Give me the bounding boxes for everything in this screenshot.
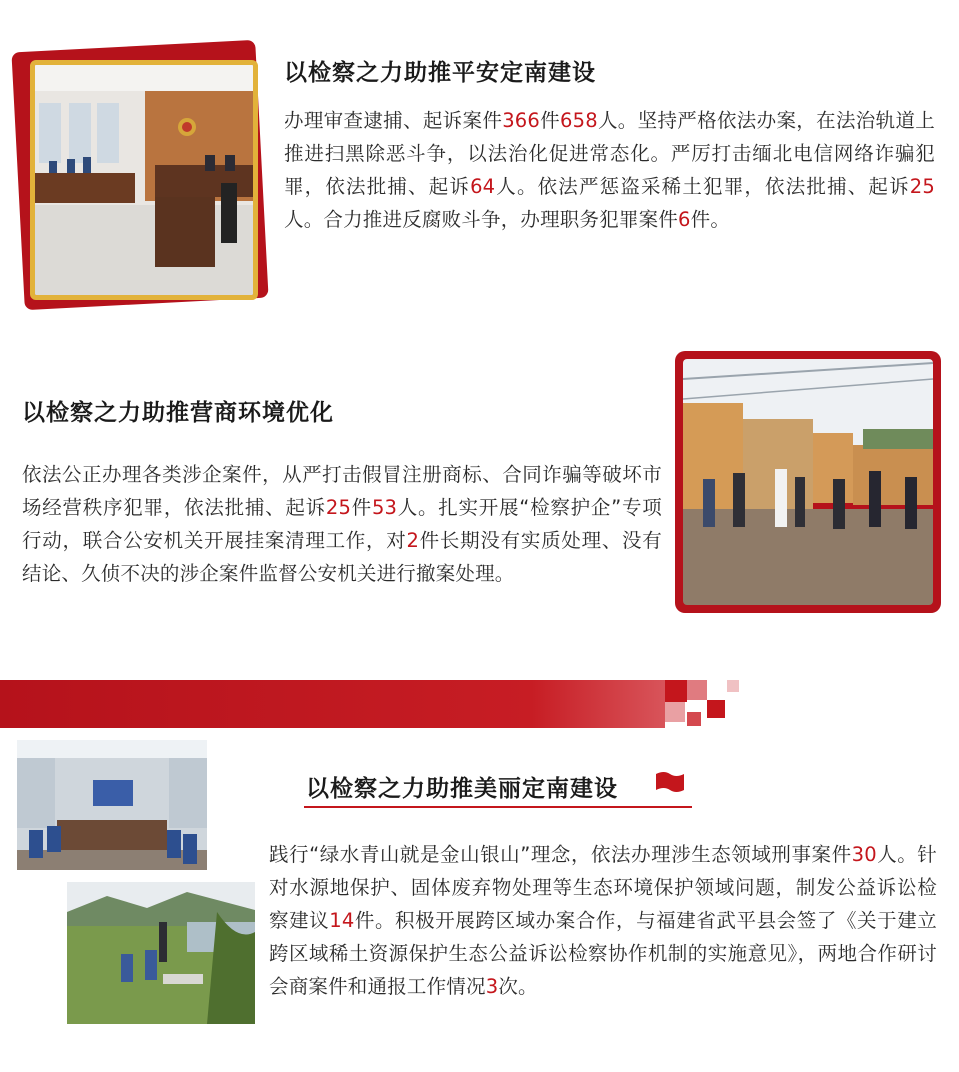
courtroom-photo bbox=[30, 60, 258, 300]
highlight-number: 14 bbox=[329, 909, 355, 932]
text-run: 人。扎实开展“检察护企”专项行动，联合公安机关开展挂案清理工作，对 bbox=[22, 496, 662, 552]
text-run: 次。 bbox=[498, 975, 538, 998]
highlight-number: 3 bbox=[485, 975, 499, 998]
divider-tile bbox=[687, 712, 701, 726]
text-run: 件 bbox=[351, 496, 372, 519]
section1-title: 以检察之力助推平安定南建设 bbox=[284, 60, 596, 86]
text-run: 人。依法严惩盗采稀土犯罪，依法批捕、起诉 bbox=[495, 175, 910, 198]
divider-tile bbox=[707, 700, 725, 718]
highlight-number: 64 bbox=[470, 175, 496, 198]
text-run: 依法公正办理各类涉企案件，从严打击假冒注册商标、合同诈骗等破坏市场经营秩序犯罪，依法批捕、起诉 bbox=[22, 463, 662, 519]
timber-yard-photo bbox=[675, 351, 941, 613]
highlight-number: 30 bbox=[851, 843, 877, 866]
divider-tile bbox=[687, 680, 707, 700]
section2-body bbox=[22, 458, 662, 590]
highlight-number: 366 bbox=[502, 109, 541, 132]
highlight-number: 25 bbox=[909, 175, 935, 198]
section-divider-band bbox=[0, 680, 665, 728]
meeting-room-photo bbox=[17, 740, 207, 870]
text-run: 办理审查逮捕、起诉案件 bbox=[284, 109, 503, 132]
text-run: 件。积极开展跨区域办案合作，与福建省武平县会签了《关于建立跨区域稀土资源保护生态公益诉讼检察协作机制的实施意见》，两地合作研讨会商案件和通报工作情况 bbox=[269, 909, 937, 998]
text-run: 人。坚持严格依法办案，在法治轨道上推进扫黑除恶斗争，以法治化促进常态化。严厉打击缅北电信网络诈骗犯罪，依法批捕、起诉 bbox=[284, 109, 935, 198]
highlight-number: 2 bbox=[406, 529, 420, 552]
riverside-inspection-photo bbox=[67, 882, 255, 1024]
divider-tile bbox=[665, 702, 685, 722]
text-run: 件。 bbox=[690, 208, 731, 231]
section1-body bbox=[284, 104, 935, 236]
divider-tile bbox=[665, 680, 687, 702]
text-run: 人。针对水源地保护、固体废弃物处理等生态环境保护领域问题，制发公益诉讼检察建议 bbox=[269, 843, 937, 932]
flag-icon bbox=[654, 770, 686, 800]
highlight-number: 658 bbox=[559, 109, 598, 132]
text-run: 件长期没有实质处理、没有结论、久侦不决的涉企案件监督公安机关进行撤案处理。 bbox=[22, 529, 662, 585]
text-run: 件 bbox=[540, 109, 560, 132]
highlight-number: 25 bbox=[325, 496, 352, 519]
text-run: 践行“绿水青山就是金山银山”理念，依法办理涉生态领域刑事案件 bbox=[269, 843, 852, 866]
section3-body bbox=[269, 838, 937, 1003]
section3-title: 以检察之力助推美丽定南建设 bbox=[306, 776, 618, 802]
highlight-number: 53 bbox=[371, 496, 398, 519]
divider-tile bbox=[727, 680, 739, 692]
section2-title: 以检察之力助推营商环境优化 bbox=[22, 400, 334, 426]
text-run: 人。合力推进反腐败斗争，办理职务犯罪案件 bbox=[284, 208, 679, 231]
highlight-number: 6 bbox=[678, 208, 691, 231]
